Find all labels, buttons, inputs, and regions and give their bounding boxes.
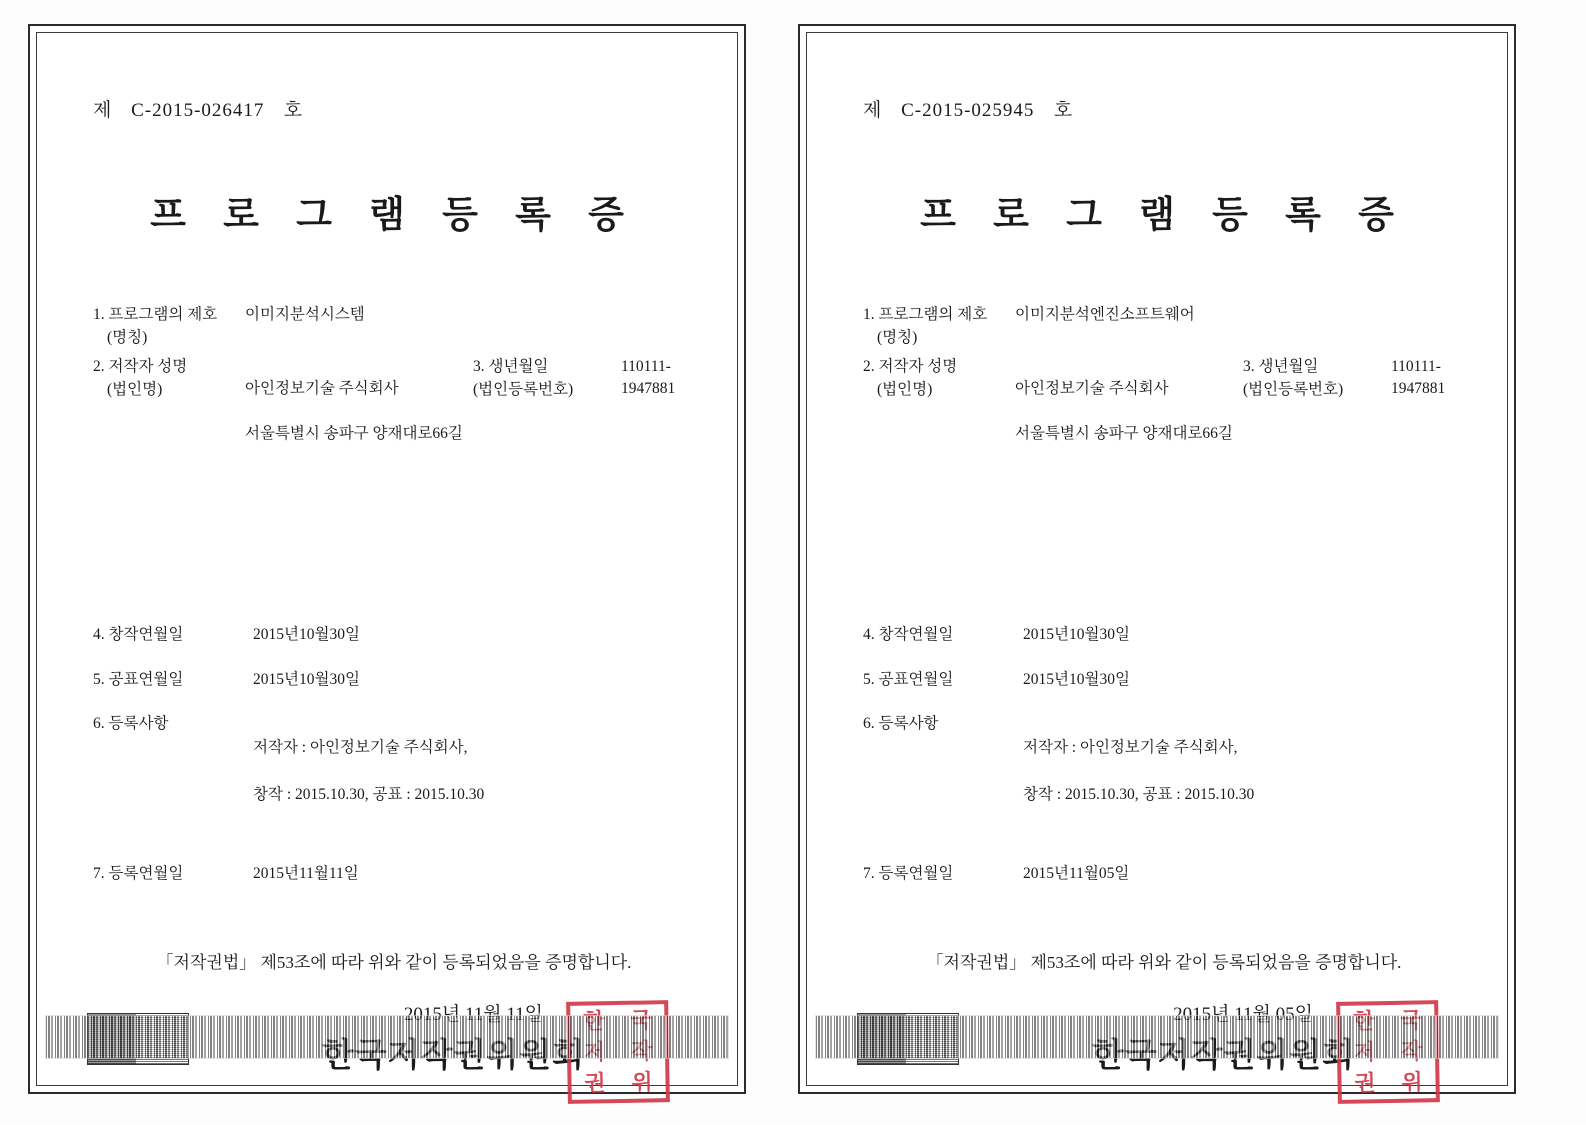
registration-details-line2: 창작 : 2015.10.30, 공표 : 2015.10.30 [253,785,485,803]
field-author-and-birth [863,356,1465,468]
certificate-fields-lower [863,624,1465,886]
doc-suffix: 호 [1053,100,1073,121]
field-registration-details [93,713,695,829]
field-author-label [863,356,1015,468]
field-program-title-label-sub: (명칭) [107,329,148,347]
field-registration-details-value [245,713,695,829]
field-program-title [863,304,1465,350]
legal-statement: 「저작권법」 제53조에 따라 위와 같이 등록되었음을 증명합니다. [156,952,632,972]
certificate-fields-upper [93,304,695,468]
certificate-title: 프 로 그 램 등 록 증 [150,195,638,236]
field-birth-value: 110111-1947881 [621,357,676,398]
document-number-line [93,95,695,122]
field-author-address: 서울특별시 송파구 양재대로66길 [1015,425,1233,443]
registration-details-line2: 창작 : 2015.10.30, 공표 : 2015.10.30 [1023,785,1255,803]
field-publication-date [93,669,695,691]
field-author-label-main: 2. 저작자 성명 [93,357,188,375]
doc-prefix: 제 [93,100,112,121]
field-birth-label-main: 3. 생년월일 [1243,357,1319,375]
document-number-line [863,95,1465,122]
field-creation-date-label: 4. 창작연월일 [863,626,954,644]
field-registration-date-value: 2015년11월05일 [1023,865,1130,883]
blank-area [79,474,695,624]
field-birth-value: 110111-1947881 [1391,357,1446,398]
field-author-value [1015,356,1243,468]
field-author [93,356,473,468]
doc-number-value: C-2015-026417 [131,100,265,121]
seal-char: 위 [631,1069,653,1096]
field-publication-date-value: 2015년10월30일 [1023,670,1130,688]
field-program-title-label [863,304,1015,350]
certificate-fields-lower [93,624,695,886]
field-author-label-sub: (법인명) [107,381,163,399]
seal-char: 권 [584,1070,606,1096]
field-birth-label [473,356,621,402]
field-birth-label-sub: (법인등록번호) [473,381,574,399]
field-creation-date [93,624,695,646]
field-program-title-label [93,304,245,350]
field-author-label-sub: (법인명) [877,381,933,399]
registration-details-line1: 저작자 : 아인정보기술 주식회사, [253,739,468,757]
field-birth [1243,356,1465,402]
field-author-company: 아인정보기술 주식회사 [1015,380,1169,398]
field-registration-details [863,713,1465,829]
field-author-address: 서울특별시 송파구 양재대로66길 [245,425,463,443]
field-creation-date [863,624,1465,646]
field-author [863,356,1243,468]
field-program-title-value: 이미지분석엔진소프트웨어 [1015,306,1195,323]
doc-number-value: C-2015-025945 [901,100,1035,121]
field-program-title-value: 이미지분석시스템 [245,306,365,323]
certificate-title: 프 로 그 램 등 록 증 [920,195,1408,236]
field-registration-date-value: 2015년11월11일 [253,865,359,883]
field-registration-date-label: 7. 등록연월일 [863,865,954,883]
field-publication-date-label: 5. 공표연월일 [93,670,184,688]
field-author-value [245,356,473,468]
field-author-and-birth [93,356,695,468]
certificate-border-inner [36,32,738,1096]
certificate-right [798,24,1516,1094]
field-registration-details-value [1015,713,1465,829]
seal-char: 권 [1354,1070,1376,1096]
registration-details-line1: 저작자 : 아인정보기술 주식회사, [1023,739,1238,757]
field-registration-details-label: 6. 등록사항 [93,715,169,733]
doc-prefix: 제 [863,100,882,121]
seal-char: 위 [1401,1069,1423,1096]
field-birth-label-sub: (법인등록번호) [1243,381,1344,399]
field-program-title-label-sub: (명칭) [877,329,918,347]
field-creation-date-label: 4. 창작연월일 [93,626,184,644]
field-creation-date-value: 2015년10월30일 [1023,626,1130,644]
field-publication-date-value: 2015년10월30일 [253,670,360,688]
field-registration-date-label: 7. 등록연월일 [93,865,184,883]
field-program-title [93,304,695,350]
field-program-title-label-main: 1. 프로그램의 제호 [863,306,988,323]
field-publication-date-label: 5. 공표연월일 [863,670,954,688]
field-author-label [93,356,245,468]
field-registration-date [93,863,695,885]
field-creation-date-value: 2015년10월30일 [253,626,360,644]
security-barcode [815,1015,1499,1059]
field-registration-date [863,863,1465,885]
field-author-company: 아인정보기술 주식회사 [245,380,399,398]
field-author-label-main: 2. 저작자 성명 [863,357,958,375]
blank-area [849,474,1465,624]
field-publication-date [863,669,1465,691]
certificate-left [28,24,746,1094]
certificate-fields-upper [863,304,1465,468]
security-barcode [45,1015,729,1059]
legal-statement: 「저작권법」 제53조에 따라 위와 같이 등록되었음을 증명합니다. [926,952,1402,972]
field-birth-label [1243,356,1391,402]
field-birth [473,356,695,402]
field-program-title-label-main: 1. 프로그램의 제호 [93,306,218,323]
doc-suffix: 호 [283,100,303,121]
field-birth-label-main: 3. 생년월일 [473,357,549,375]
field-registration-details-label: 6. 등록사항 [863,715,939,733]
certificate-border-inner [806,32,1508,1096]
